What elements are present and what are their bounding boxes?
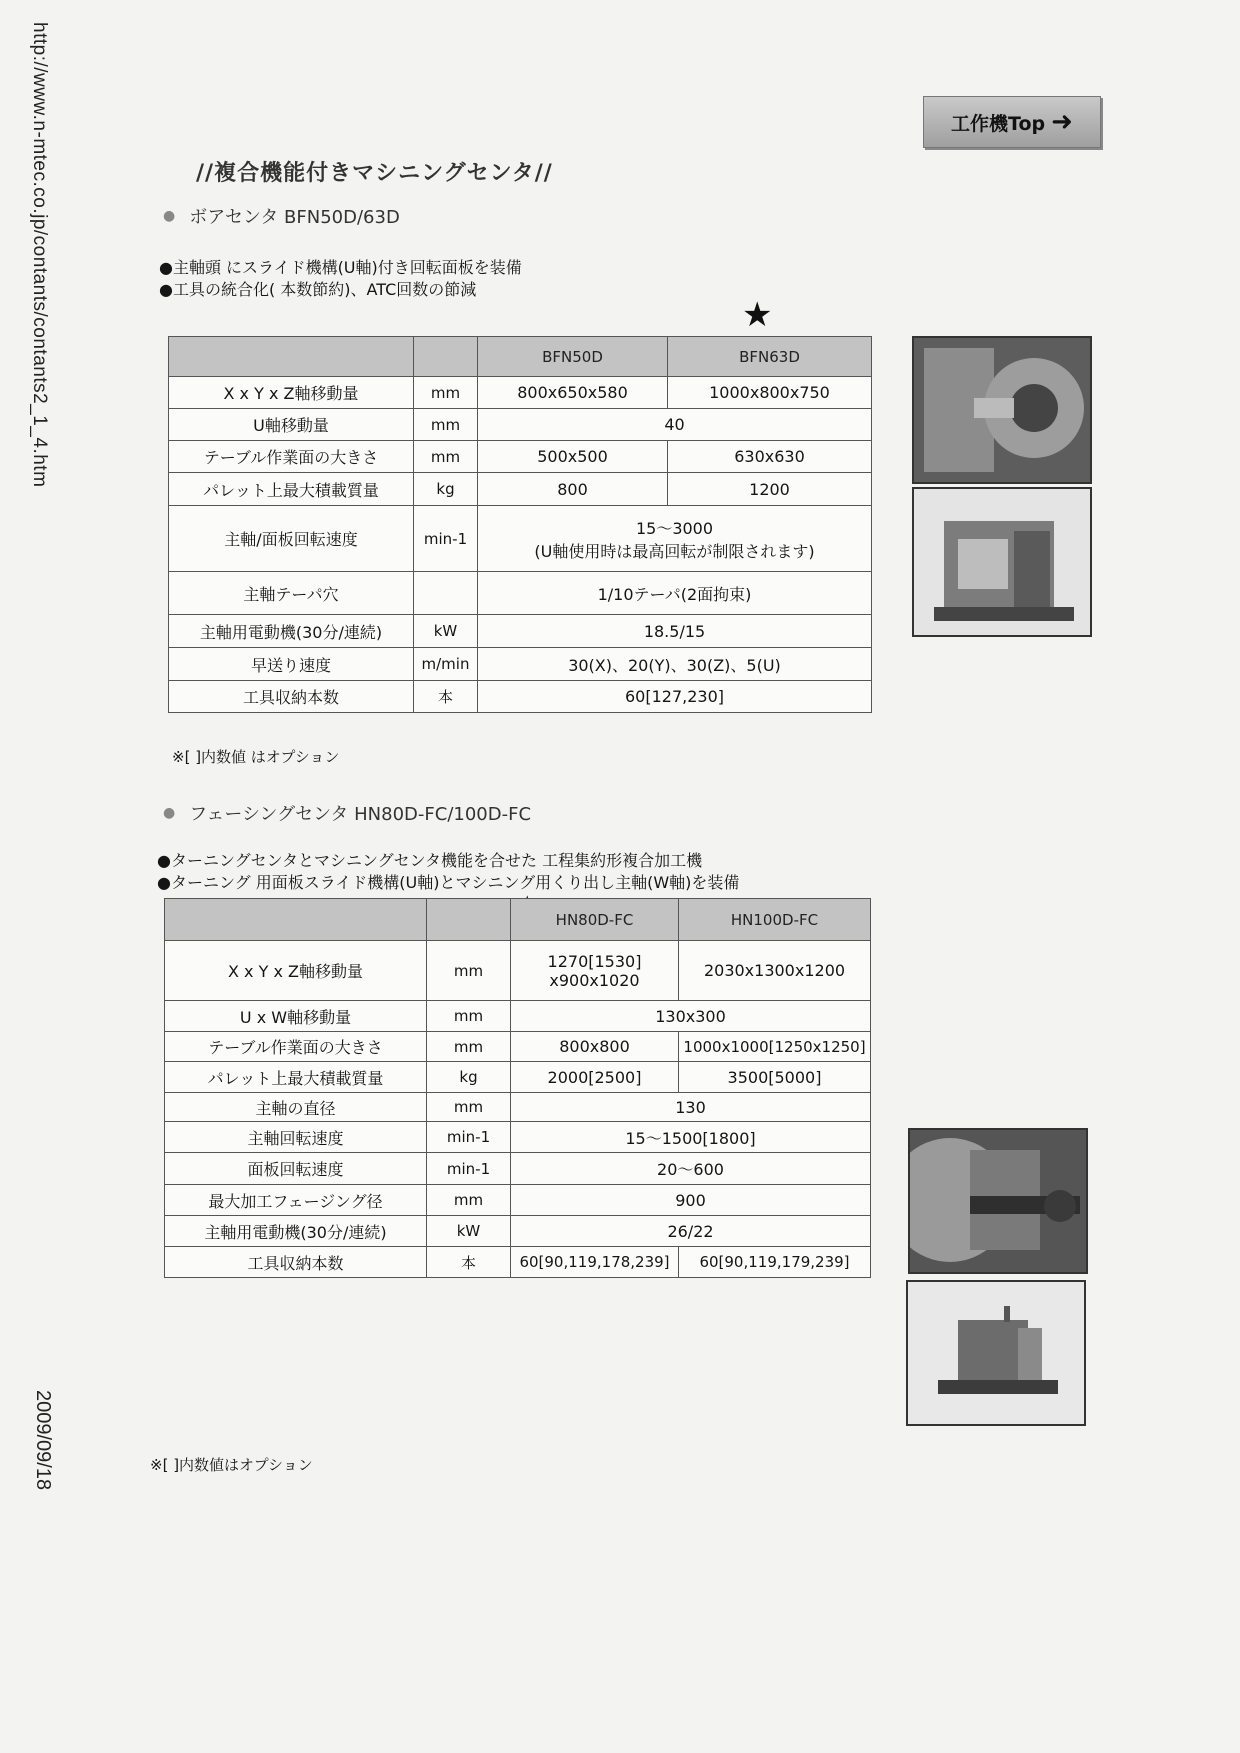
row-unit: mm xyxy=(414,377,478,409)
row-label: X x Y x Z軸移動量 xyxy=(169,377,414,409)
table-row xyxy=(169,409,872,441)
row-label: テーブル作業面の大きさ xyxy=(165,1032,427,1062)
section2-bullet-1: ●ターニングセンタとマシニングセンタ機能を合せた 工程集約形複合加工機 xyxy=(157,851,703,870)
row-unit: min-1 xyxy=(427,1153,511,1185)
section2-bullet-2: ●ターニング 用面板スライド機構(U軸)とマシニング用くり出し主軸(W軸)を装備 xyxy=(157,873,740,892)
row-unit: kW xyxy=(427,1216,511,1247)
table-header-row xyxy=(169,337,872,377)
arrow-right-icon: ➜ xyxy=(1051,107,1073,137)
table-row xyxy=(165,1153,871,1185)
top-button-label: 工作機Top xyxy=(951,112,1046,135)
section1-spec-table xyxy=(168,336,872,713)
row-label: 工具収納本数 xyxy=(169,681,414,713)
hn-machine-photo-image xyxy=(908,1282,1084,1424)
row-value-2: 630x630 xyxy=(668,441,872,473)
row-label: U軸移動量 xyxy=(169,409,414,441)
row-value-1: 500x500 xyxy=(478,441,668,473)
row-value-shared: 15～1500[1800] xyxy=(511,1122,871,1153)
machine-tools-top-button[interactable] xyxy=(923,96,1101,148)
row-value-shared: 26/22 xyxy=(511,1216,871,1247)
star-mark-icon: ★ xyxy=(742,295,773,335)
row-label: 主軸の直径 xyxy=(165,1093,427,1122)
row-value-shared xyxy=(478,506,872,572)
row-value-shared: 40 xyxy=(478,409,872,441)
table-row xyxy=(165,1122,871,1153)
row-label: 早送り速度 xyxy=(169,648,414,681)
row-unit: mm xyxy=(414,409,478,441)
page-title: //複合機能付きマシニングセンタ// xyxy=(196,161,553,186)
row-unit: mm xyxy=(427,1185,511,1216)
row-value-1: 800x650x580 xyxy=(478,377,668,409)
table-row xyxy=(165,1062,871,1093)
row-value-2: 3500[5000] xyxy=(679,1062,871,1093)
hn-facing-head-photo xyxy=(908,1128,1088,1274)
header-blank xyxy=(169,337,414,377)
table-row xyxy=(169,473,872,506)
section2-note: ※[ ]内数値はオプション xyxy=(150,1456,313,1474)
row-value-shared: 130 xyxy=(511,1093,871,1122)
table-row xyxy=(169,506,872,572)
header-model-1: BFN50D xyxy=(478,337,668,377)
hn-machine-photo xyxy=(906,1280,1086,1426)
table-row xyxy=(165,1185,871,1216)
row-unit: mm xyxy=(427,1001,511,1032)
row-label: 主軸用電動機(30分/連続) xyxy=(165,1216,427,1247)
table-header-row xyxy=(165,899,871,941)
table-row xyxy=(165,1001,871,1032)
row-unit: 本 xyxy=(427,1247,511,1278)
spindle-photo-image xyxy=(914,338,1090,482)
machine-photo-image xyxy=(914,489,1090,635)
row-unit: 本 xyxy=(414,681,478,713)
section1-bullet-1: ●主軸頭 にスライド機構(U軸)付き回転面板を装備 xyxy=(159,258,522,277)
row-unit: kg xyxy=(414,473,478,506)
row-value-1 xyxy=(511,941,679,1001)
section2-bullets xyxy=(157,850,739,894)
row-unit: m/min xyxy=(414,648,478,681)
row-label: 主軸回転速度 xyxy=(165,1122,427,1153)
row-value-2: 1000x1000[1250x1250] xyxy=(679,1032,871,1062)
row-label: X x Y x Z軸移動量 xyxy=(165,941,427,1001)
row-value-shared: 900 xyxy=(511,1185,871,1216)
date-margin-text: 2009/09/18 xyxy=(32,1390,54,1491)
table-row xyxy=(169,441,872,473)
row-value-1: 60[90,119,178,239] xyxy=(511,1247,679,1278)
section1-note: ※[ ]内数値 はオプション xyxy=(172,748,340,766)
row-value-line-1: 1270[1530] xyxy=(547,951,642,971)
table-row xyxy=(169,377,872,409)
row-value-shared: 1/10テーパ(2面拘束) xyxy=(478,572,872,615)
row-label: 工具収納本数 xyxy=(165,1247,427,1278)
row-unit xyxy=(414,572,478,615)
table-row xyxy=(169,572,872,615)
row-value-line-2: x900x1020 xyxy=(549,970,640,990)
header-model-2: BFN63D xyxy=(668,337,872,377)
table-row xyxy=(169,615,872,648)
row-unit: min-1 xyxy=(427,1122,511,1153)
row-value-shared: 20～600 xyxy=(511,1153,871,1185)
table-row xyxy=(165,1093,871,1122)
section2-spec-table xyxy=(164,898,871,1278)
section1-bullet-2: ●工具の統合化( 本数節約)、ATC回数の節減 xyxy=(159,280,477,299)
row-value-1: 800 xyxy=(478,473,668,506)
row-value-line-1: 15～3000 xyxy=(635,518,714,538)
row-value-1: 2000[2500] xyxy=(511,1062,679,1093)
row-label: U x W軸移動量 xyxy=(165,1001,427,1032)
section1-bullets xyxy=(159,257,522,301)
url-margin-text: http://www.n-mtec.co.jp/contants/contants2_1_4.htm xyxy=(29,22,50,488)
row-value-2: 2030x1300x1200 xyxy=(679,941,871,1001)
section2-title-text: フェーシングセンタ HN80D-FC/100D-FC xyxy=(189,804,532,825)
bfn-machine-photo xyxy=(912,487,1092,637)
row-value-2: 1200 xyxy=(668,473,872,506)
row-unit: mm xyxy=(414,441,478,473)
row-label: テーブル作業面の大きさ xyxy=(169,441,414,473)
header-blank xyxy=(165,899,427,941)
row-value-shared: 60[127,230] xyxy=(478,681,872,713)
section1-title-text: ボアセンタ BFN50D/63D xyxy=(189,207,400,228)
row-value-shared: 130x300 xyxy=(511,1001,871,1032)
table-row xyxy=(165,941,871,1001)
section1-title xyxy=(163,203,400,229)
table-row xyxy=(169,681,872,713)
row-label: 主軸テーパ穴 xyxy=(169,572,414,615)
row-label: 主軸用電動機(30分/連続) xyxy=(169,615,414,648)
row-unit: kg xyxy=(427,1062,511,1093)
row-unit: mm xyxy=(427,1032,511,1062)
row-value-2: 1000x800x750 xyxy=(668,377,872,409)
bullet-dot-icon: ● xyxy=(163,208,176,224)
row-label: パレット上最大積載質量 xyxy=(169,473,414,506)
table-row xyxy=(169,648,872,681)
table-row xyxy=(165,1216,871,1247)
row-value-shared: 30(X)、20(Y)、30(Z)、5(U) xyxy=(478,648,872,681)
table-row xyxy=(165,1032,871,1062)
row-label: 主軸/面板回転速度 xyxy=(169,506,414,572)
row-value-shared: 18.5/15 xyxy=(478,615,872,648)
row-value-line-2: (U軸使用時は最高回転が制限されます) xyxy=(534,541,815,561)
row-unit: min-1 xyxy=(414,506,478,572)
bullet-dot-icon: ● xyxy=(163,805,176,821)
row-unit: mm xyxy=(427,941,511,1001)
row-unit: mm xyxy=(427,1093,511,1122)
bfn-spindle-photo xyxy=(912,336,1092,484)
section2-title xyxy=(163,800,531,826)
header-blank xyxy=(414,337,478,377)
row-label: 面板回転速度 xyxy=(165,1153,427,1185)
facing-head-photo-image xyxy=(910,1130,1086,1272)
row-value-2: 60[90,119,179,239] xyxy=(679,1247,871,1278)
row-value-1: 800x800 xyxy=(511,1032,679,1062)
row-label: パレット上最大積載質量 xyxy=(165,1062,427,1093)
row-unit: kW xyxy=(414,615,478,648)
row-label: 最大加工フェージング径 xyxy=(165,1185,427,1216)
table-row xyxy=(165,1247,871,1278)
header-model-1: HN80D-FC xyxy=(511,899,679,941)
header-model-2: HN100D-FC xyxy=(679,899,871,941)
header-blank xyxy=(427,899,511,941)
